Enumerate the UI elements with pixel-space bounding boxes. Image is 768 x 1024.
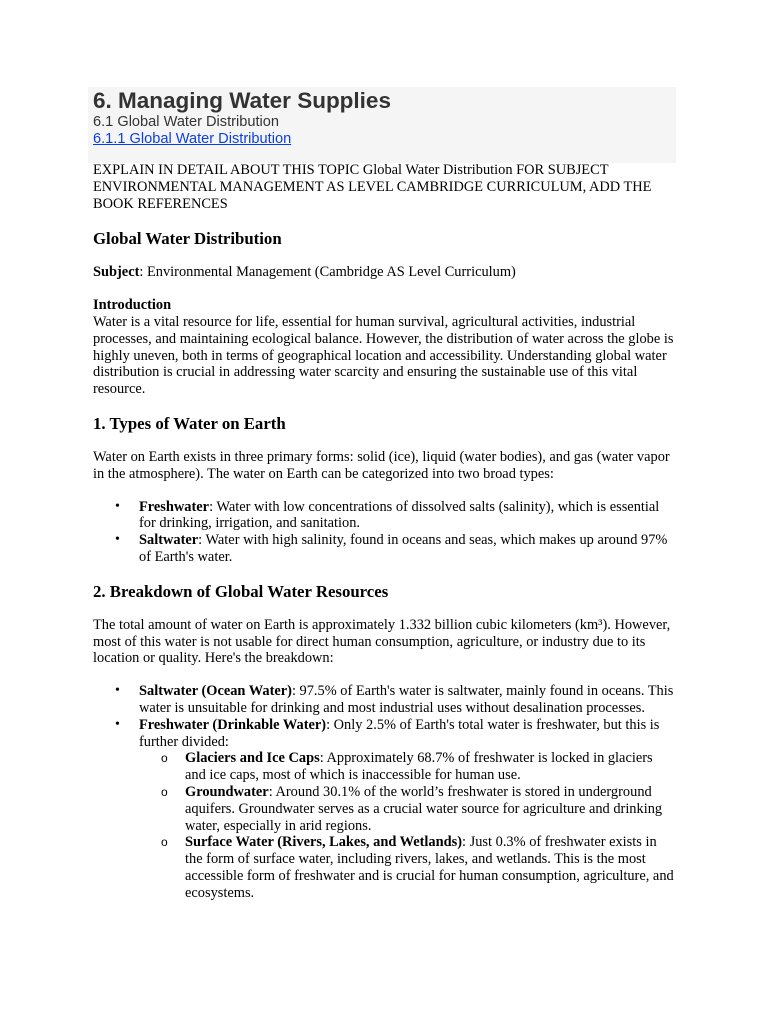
list-item: • Saltwater: Water with high salinity, found in oceans and seas, which makes up around 97% of Earth's water. <box>139 532 676 566</box>
section1-text: Water on Earth exists in three primary forms: solid (ice), liquid (water bodies), and gas (water vapor in the atmosphere). The water on Earth can be categorized into two broad types: <box>93 448 670 482</box>
intro-text: Water is a vital resource for life, essential for human survival, agricultural activities, industrial processes, and maintaining ecological balance. However, the distribution of water across the globe is highly uneven, both in terms of geographical location and accessibility. Understanding global water distribution is crucial in addressing water scarcity and ensuring the sustainable use of this vital resource. <box>93 313 674 398</box>
document-title: Global Water Distribution <box>93 229 282 249</box>
prompt-text: EXPLAIN IN DETAIL ABOUT THIS TOPIC Global Water Distribution FOR SUBJECT ENVIRONMENTAL MANAGEMENT AS LEVEL CAMBRIDGE CURRICULUM, ADD THE BOOK REFERENCES <box>93 162 652 212</box>
subject-line <box>93 264 676 281</box>
list-item: • Freshwater (Drinkable Water): Only 2.5% of Earth's total water is freshwater, but this is further divided: o Glaciers and Ice Caps: Approximately 68.7% of freshwater is locked in glaciers and ice caps, most of which is inaccessible for human use. o Groundwater: Around 30.1% of the world’s freshwater is stored in underground aquifers. Groundwater serves as a crucial water source for agriculture and drinking water, especially in arid regions. o Surface Water (Rivers, Lakes, and Wetlands): Just 0.3% of freshwater exists in the form of surface water, including rivers, lakes, and wetlands. This is the most accessible form of freshwater and is crucial for human consumption, agriculture, and ecosystems. <box>139 717 676 902</box>
section1-list <box>93 499 676 566</box>
page-title: 6. Managing Water Supplies <box>93 88 391 113</box>
page-subtitle: 6.1 Global Water Distribution <box>93 114 280 130</box>
intro-heading: Introduction <box>93 297 172 314</box>
section2-heading: 2. Breakdown of Global Water Resources <box>93 581 389 601</box>
sub-list-item: o Groundwater: Around 30.1% of the world’s freshwater is stored in underground aquifers. Groundwater serves as a crucial water source for agriculture and drinking water, especially in arid regions. <box>185 784 676 834</box>
freshwater-sublist <box>139 750 676 901</box>
list-item: • Freshwater: Water with low concentrations of dissolved salts (salinity), which is essential for drinking, irrigation, and sanitation. <box>139 499 676 533</box>
subject-value: : Environmental Management (Cambridge AS Level Curriculum) <box>139 264 516 281</box>
list-item: • Saltwater (Ocean Water): 97.5% of Earth's water is saltwater, mainly found in oceans. This water is unsuitable for drinking and most industrial uses without desalination processes. <box>139 683 676 717</box>
section2-text: The total amount of water on Earth is approximately 1.332 billion cubic kilometers (km³). However, most of this water is not usable for direct human consumption, agriculture, or industry due to its location or quality. Here's the breakdown: <box>93 616 671 667</box>
section1-heading: 1. Types of Water on Earth <box>93 413 286 433</box>
section-link[interactable]: 6.1.1 Global Water Distribution <box>93 131 292 147</box>
sub-list-item: o Glaciers and Ice Caps: Approximately 68.7% of freshwater is locked in glaciers and ice caps, most of which is inaccessible for human use. <box>185 750 676 784</box>
sub-list-item: o Surface Water (Rivers, Lakes, and Wetlands): Just 0.3% of freshwater exists in the form of surface water, including rivers, lakes, and wetlands. This is the most accessible form of freshwater and is crucial for human consumption, agriculture, and ecosystems. <box>185 834 676 901</box>
document-content <box>93 87 676 902</box>
subject-label: Subject <box>93 264 140 281</box>
section2-list <box>93 683 676 901</box>
